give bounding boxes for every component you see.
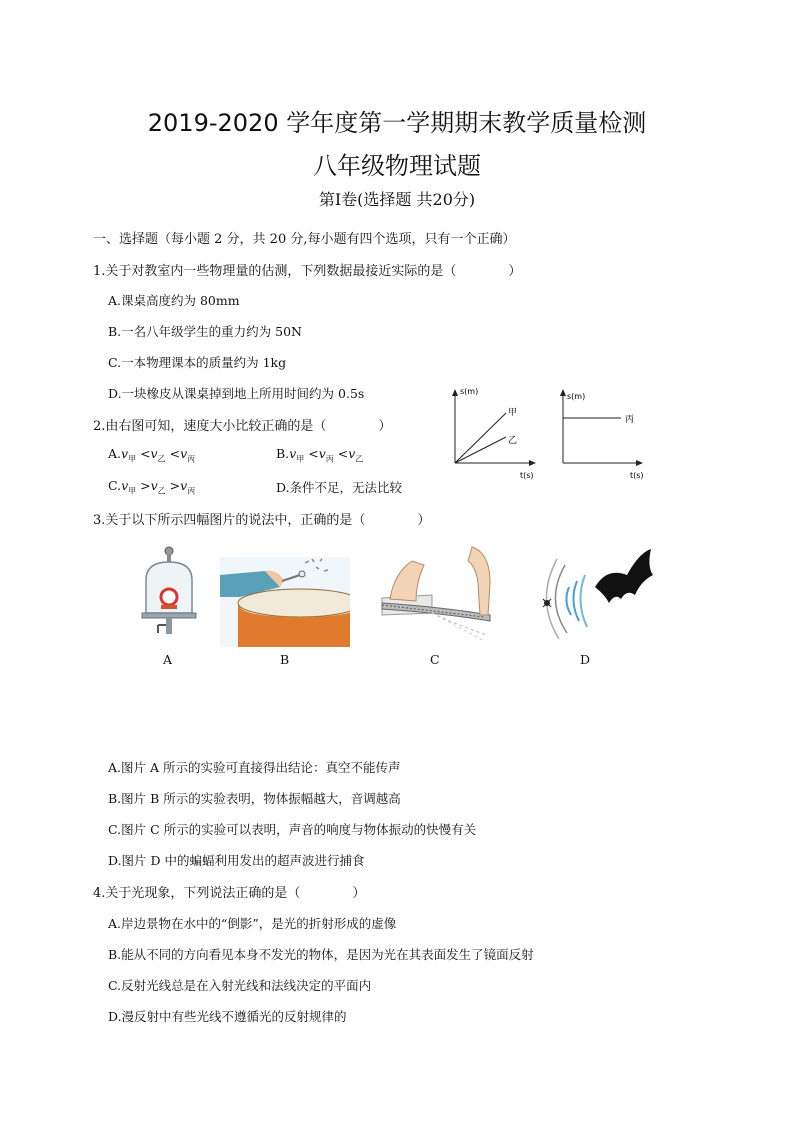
graph1-line-jia xyxy=(455,413,506,463)
hand-right xyxy=(468,547,490,615)
graph1-x-axis xyxy=(455,460,536,466)
figure-label-b: B xyxy=(280,652,290,667)
graph2-ylabel: s(m) xyxy=(567,392,586,401)
figure-d-bat xyxy=(535,545,655,645)
graph1-label-jia: 甲 xyxy=(508,408,518,418)
question-1-stem: 1.关于对教室内一些物理量的估测，下列数据最接近实际的是（ ） xyxy=(93,264,522,279)
q1-option-a: A.课桌高度约为 80mm xyxy=(108,293,240,308)
q3-option-a: A.图片 A 所示的实验可直接得出结论：真空不能传声 xyxy=(108,760,401,775)
q2-graph-jia-yi xyxy=(440,385,550,485)
graph1-y-axis xyxy=(452,389,458,463)
graph2-label-bing: 丙 xyxy=(625,415,635,425)
section-heading: 一、选择题（每小题 2 分，共 20 分,每小题有四个选项，只有一个正确） xyxy=(93,232,516,247)
graph1-xlabel: t(s) xyxy=(520,471,534,480)
graph2-xlabel: t(s) xyxy=(630,471,644,480)
q1-option-d: D.一块橡皮从课桌掉到地上所用时间约为 0.5s xyxy=(108,386,365,401)
graph1-label-yi: 乙 xyxy=(508,436,518,446)
question-2-stem: 2.由右图可知，速度大小比较正确的是（ ） xyxy=(93,419,392,434)
hand-left xyxy=(390,561,424,601)
q2-graph-bing xyxy=(551,385,661,485)
bat-icon xyxy=(595,549,653,603)
figure-label-d: D xyxy=(580,652,591,667)
q1-option-b: B.一名八年级学生的重力约为 50N xyxy=(108,324,302,339)
exam-subtitle: 八年级物理试题 xyxy=(313,152,481,180)
q4-option-d: D.漫反射中有些光线不遵循光的反射规律的 xyxy=(108,1009,347,1024)
graph1-line-yi xyxy=(455,437,506,463)
figure-a-bell-jar xyxy=(136,545,202,645)
q2-option-d: D.条件不足，无法比较 xyxy=(276,480,403,495)
part-heading: 第Ⅰ卷(选择题 共20分) xyxy=(318,190,476,209)
q3-option-d: D.图片 D 中的蝙蝠利用发出的超声波进行捕食 xyxy=(108,853,365,868)
graph1-ylabel: s(m) xyxy=(460,387,479,396)
alarm-clock-icon xyxy=(161,589,177,605)
q3-option-c: C.图片 C 所示的实验可以表明，声音的响度与物体振动的快慢有关 xyxy=(108,822,477,837)
figure-b-drum xyxy=(220,557,350,647)
q4-option-a: A.岸边景物在水中的“倒影”，是光的折射形成的虚像 xyxy=(108,916,397,931)
q2-option-a: $A.v_甲 <v_乙 <v_丙$ xyxy=(108,446,196,464)
q2-option-c: $C.v_甲 >v_乙 >v_丙$ xyxy=(108,478,196,496)
figure-c-ruler xyxy=(372,543,502,643)
graph2-y-axis xyxy=(560,389,566,463)
figure-label-c: C xyxy=(430,652,440,667)
q1-option-c: C.一本物理课本的质量约为 1kg xyxy=(108,355,287,370)
q3-option-b: B.图片 B 所示的实验表明，物体振幅越大，音调越高 xyxy=(108,791,401,806)
q2-option-b: $B.v_甲 <v_丙 <v_乙$ xyxy=(276,446,364,464)
exam-title: 2019-2020 学年度第一学期期末教学质量检测 xyxy=(147,109,647,137)
q4-option-c: C.反射光线总是在入射光线和法线决定的平面内 xyxy=(108,978,372,993)
question-3-stem: 3.关于以下所示四幅图片的说法中，正确的是（ ） xyxy=(93,513,431,528)
graph2-x-axis xyxy=(563,460,643,466)
figure-label-a: A xyxy=(163,652,173,667)
question-4-stem: 4.关于光现象，下列说法正确的是（ ） xyxy=(93,886,366,901)
q4-option-b: B.能从不同的方向看见本身不发光的物体，是因为光在其表面发生了镜面反射 xyxy=(108,947,534,962)
